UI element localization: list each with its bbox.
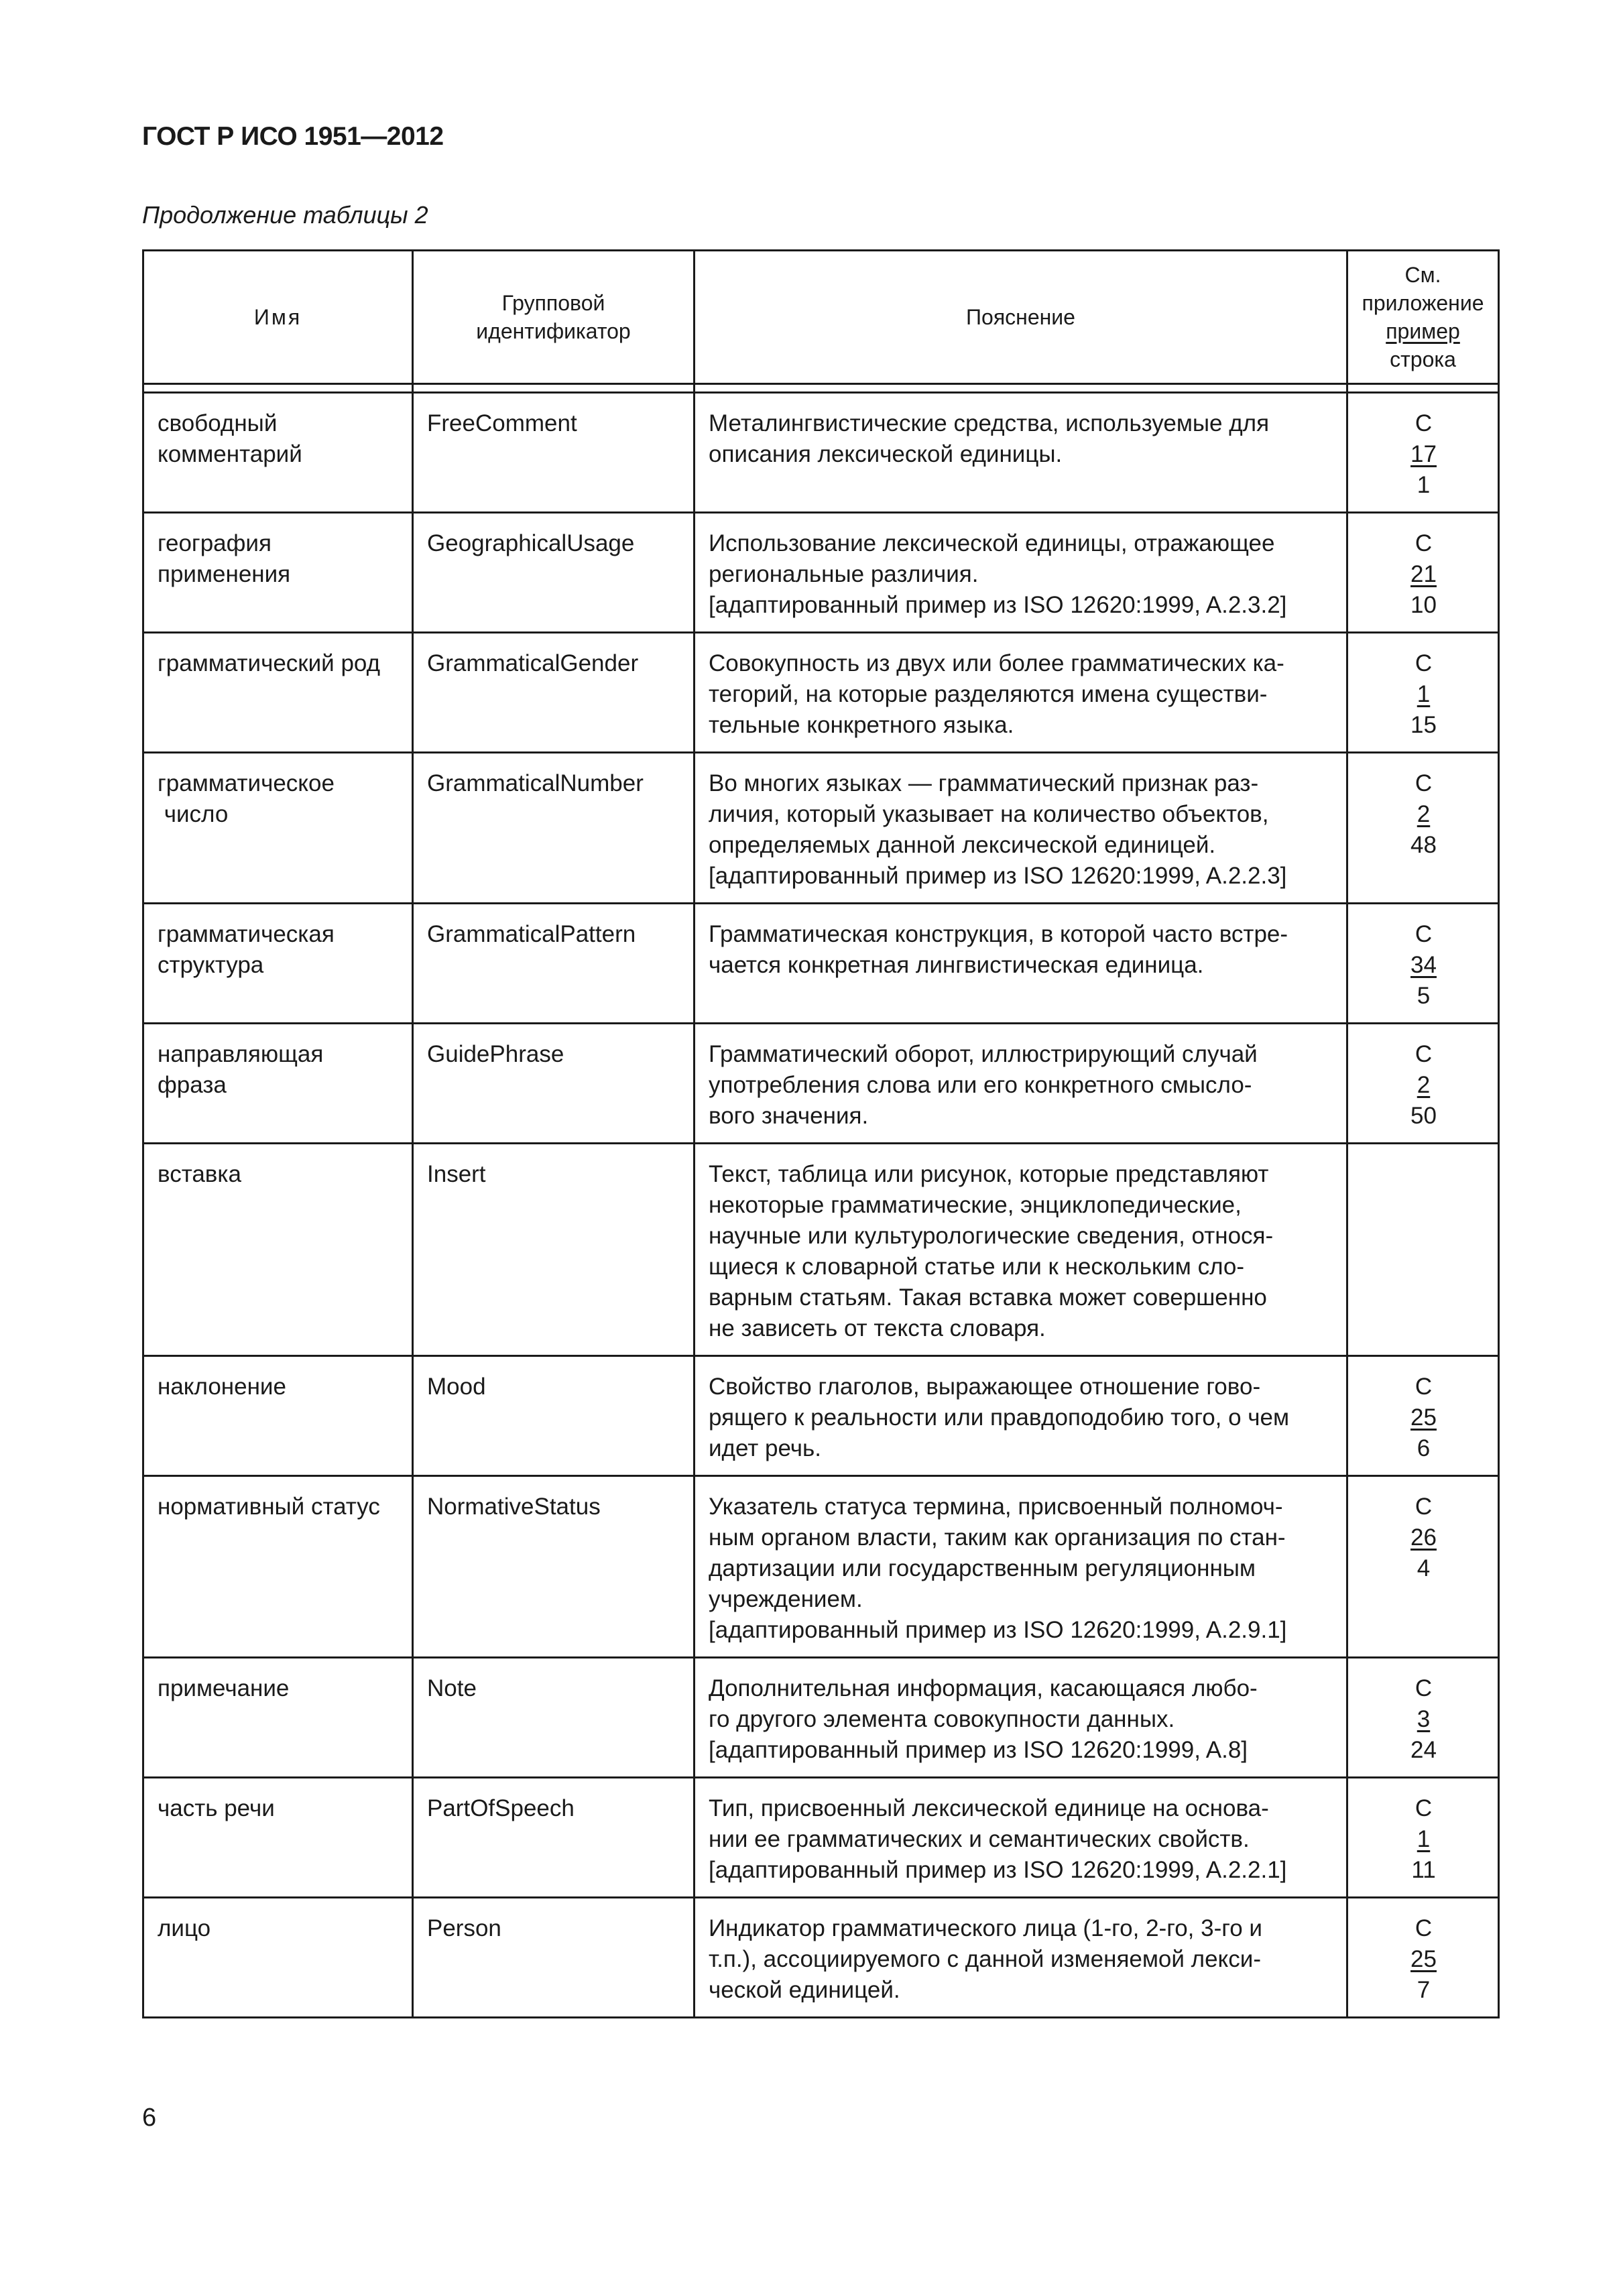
cell-explanation — [695, 1778, 1347, 1898]
name-line: структура — [158, 952, 264, 978]
name-line: число — [158, 801, 229, 827]
name-line: география — [158, 530, 272, 556]
ref-line-number: 5 — [1417, 983, 1431, 1009]
ref-appendix: C — [1415, 921, 1433, 947]
name-line: свободный — [158, 410, 278, 436]
cell-reference — [1347, 904, 1499, 1024]
explanation-line: идет речь. — [709, 1435, 821, 1461]
cell-reference — [1347, 1024, 1499, 1144]
document-title: ГОСТ Р ИСО 1951—2012 — [142, 122, 444, 151]
cell-reference — [1347, 393, 1499, 513]
table-row — [143, 513, 1499, 633]
cell-explanation — [695, 1476, 1347, 1658]
explanation-line: Дополнительная информация, касающаяся любо- — [709, 1675, 1258, 1701]
cell-name — [143, 1898, 413, 2018]
table-row — [143, 393, 1499, 513]
explanation-line: научные или культурологические сведения, относя- — [709, 1223, 1274, 1249]
name-line: вставка — [158, 1161, 241, 1187]
cell-explanation — [695, 1898, 1347, 2018]
ref-example-link[interactable]: 21 — [1410, 561, 1437, 587]
cell-explanation — [695, 393, 1347, 513]
cell-reference — [1347, 753, 1499, 904]
name-line: фраза — [158, 1072, 227, 1098]
header-line: Групповой — [501, 291, 605, 315]
ref-line-number: 10 — [1410, 592, 1437, 618]
cell-name — [143, 513, 413, 633]
ref-example — [1362, 1070, 1486, 1101]
ref-appendix: C — [1415, 1494, 1433, 1520]
ref-appendix: C — [1415, 410, 1433, 436]
header-line: приложение — [1362, 291, 1484, 315]
column-header-reference — [1347, 251, 1499, 384]
explanation-line: т.п.), ассоциируемого с данной изменяемой лекси- — [709, 1946, 1261, 1972]
table-row — [143, 1476, 1499, 1658]
ref-example — [1362, 1522, 1486, 1553]
cell-group-id: Person — [413, 1898, 695, 2018]
ref-line-number: 4 — [1417, 1555, 1431, 1581]
cell-name — [143, 1024, 413, 1144]
cell-group-id: GeographicalUsage — [413, 513, 695, 633]
explanation-line: употребления слова или его конкретного смысло- — [709, 1072, 1252, 1098]
cell-reference — [1347, 1144, 1499, 1356]
explanation-line: го другого элемента совокупности данных. — [709, 1706, 1175, 1732]
cell-reference — [1347, 1778, 1499, 1898]
cell-name — [143, 1476, 413, 1658]
explanation-line: [адаптированный пример из ISO 12620:1999, A.2.9.1] — [709, 1617, 1287, 1643]
cell-explanation — [695, 1356, 1347, 1476]
ref-appendix: C — [1415, 1041, 1433, 1067]
table-row — [143, 1778, 1499, 1898]
ref-example-link[interactable]: 25 — [1410, 1404, 1437, 1431]
explanation-line: тельные конкретного языка. — [709, 712, 1014, 738]
table-row — [143, 904, 1499, 1024]
cell-explanation — [695, 753, 1347, 904]
ref-line-number: 6 — [1417, 1435, 1431, 1461]
cell-explanation — [695, 904, 1347, 1024]
separator-cell — [695, 384, 1347, 393]
ref-example-link[interactable]: 1 — [1417, 681, 1431, 707]
name-line: направляющая — [158, 1041, 324, 1067]
header-line: идентификатор — [476, 319, 631, 343]
explanation-line: тегорий, на которые разделяются имена существи- — [709, 681, 1268, 707]
cell-name — [143, 753, 413, 904]
ref-example — [1362, 1402, 1486, 1433]
ref-line-number: 24 — [1410, 1737, 1437, 1763]
explanation-line: некоторые грамматические, энциклопедические, — [709, 1192, 1242, 1218]
column-header-explanation: Пояснение — [695, 251, 1347, 384]
cell-group-id: GuidePhrase — [413, 1024, 695, 1144]
explanation-line: чается конкретная лингвистическая единица. — [709, 952, 1204, 978]
cell-explanation — [695, 513, 1347, 633]
ref-appendix: C — [1415, 770, 1433, 796]
ref-example-link[interactable]: 25 — [1410, 1946, 1437, 1972]
separator-cell — [413, 384, 695, 393]
explanation-line: определяемых данной лексической единицей. — [709, 832, 1216, 858]
ref-example-link[interactable]: 2 — [1417, 1072, 1431, 1098]
table-row — [143, 633, 1499, 753]
explanation-line: дартизации или государственным регуляционным — [709, 1555, 1256, 1581]
explanation-line: [адаптированный пример из ISO 12620:1999, A.8] — [709, 1737, 1248, 1763]
explanation-line: варным статьям. Такая вставка может совершенно — [709, 1284, 1267, 1311]
page-number: 6 — [142, 2104, 157, 2132]
cell-reference — [1347, 1476, 1499, 1658]
table-row — [143, 753, 1499, 904]
name-line: нормативный статус — [158, 1494, 380, 1520]
ref-line-number: 15 — [1410, 712, 1437, 738]
name-line: применения — [158, 561, 291, 587]
cell-explanation — [695, 1024, 1347, 1144]
cell-group-id: FreeComment — [413, 393, 695, 513]
explanation-line: Свойство глаголов, выражающее отношение гово- — [709, 1374, 1261, 1400]
cell-name — [143, 904, 413, 1024]
explanation-line: Использование лексической единицы, отражающее — [709, 530, 1275, 556]
explanation-line: Текст, таблица или рисунок, которые представляют — [709, 1161, 1269, 1187]
ref-appendix: C — [1415, 650, 1433, 676]
cell-group-id: GrammaticalPattern — [413, 904, 695, 1024]
name-line: примечание — [158, 1675, 290, 1701]
explanation-line: Указатель статуса термина, присвоенный полномоч- — [709, 1494, 1283, 1520]
ref-appendix: C — [1415, 1915, 1433, 1941]
table-body — [143, 393, 1499, 2018]
terms-table — [142, 249, 1500, 2018]
cell-reference — [1347, 633, 1499, 753]
cell-name — [143, 1356, 413, 1476]
ref-example-link[interactable]: 34 — [1410, 952, 1437, 978]
ref-line-number: 1 — [1417, 472, 1431, 498]
ref-example — [1362, 950, 1486, 981]
ref-example — [1362, 559, 1486, 590]
header-separator — [143, 384, 1499, 393]
name-line: грамматическая — [158, 921, 335, 947]
cell-group-id: Note — [413, 1658, 695, 1778]
name-line: грамматическое — [158, 770, 335, 796]
cell-group-id: GrammaticalNumber — [413, 753, 695, 904]
explanation-line: ным органом власти, таким как организация по стан- — [709, 1524, 1286, 1551]
ref-example — [1362, 1824, 1486, 1855]
cell-name — [143, 393, 413, 513]
explanation-line: Индикатор грамматического лица (1-го, 2-го, 3-го и — [709, 1915, 1262, 1941]
cell-group-id: PartOfSpeech — [413, 1778, 695, 1898]
cell-group-id: GrammaticalGender — [413, 633, 695, 753]
table-row — [143, 1658, 1499, 1778]
explanation-line: Совокупность из двух или более грамматических ка- — [709, 650, 1284, 676]
cell-name — [143, 1144, 413, 1356]
explanation-line: [адаптированный пример из ISO 12620:1999, A.2.3.2] — [709, 592, 1287, 618]
name-line: комментарий — [158, 441, 302, 467]
cell-reference — [1347, 1898, 1499, 2018]
ref-line-number: 7 — [1417, 1977, 1431, 2003]
ref-example-link[interactable]: 2 — [1417, 801, 1431, 827]
explanation-line: ческой единицей. — [709, 1977, 900, 2003]
table-row — [143, 1024, 1499, 1144]
explanation-line: вого значения. — [709, 1103, 869, 1129]
explanation-line: нии ее грамматических и семантических свойств. — [709, 1826, 1250, 1852]
header-line: пример — [1386, 319, 1460, 343]
explanation-line: Тип, присвоенный лексической единице на основа- — [709, 1795, 1269, 1821]
explanation-line: не зависеть от текста словаря. — [709, 1315, 1046, 1341]
explanation-line: Грамматический оборот, иллюстрирующий случай — [709, 1041, 1258, 1067]
column-header-name: Имя — [143, 251, 413, 384]
table-row — [143, 1356, 1499, 1476]
ref-example — [1362, 439, 1486, 470]
ref-line-number: 50 — [1410, 1103, 1437, 1129]
name-line: часть речи — [158, 1795, 275, 1821]
explanation-line: личия, который указывает на количество объектов, — [709, 801, 1269, 827]
separator-cell — [1347, 384, 1499, 393]
ref-example — [1362, 1944, 1486, 1975]
header-line: См. — [1404, 263, 1441, 287]
ref-example-link[interactable]: 17 — [1410, 441, 1437, 467]
name-line: грамматический род — [158, 650, 381, 676]
explanation-line: Во многих языках — грамматический признак раз- — [709, 770, 1259, 796]
separator-cell — [143, 384, 413, 393]
explanation-line: учреждением. — [709, 1586, 863, 1612]
ref-line-number: 48 — [1410, 832, 1437, 858]
explanation-line: щиеся к словарной статье или к нескольким сло- — [709, 1254, 1245, 1280]
cell-reference — [1347, 1356, 1499, 1476]
ref-example — [1362, 1704, 1486, 1735]
ref-appendix: C — [1415, 530, 1433, 556]
explanation-line: [адаптированный пример из ISO 12620:1999, A.2.2.1] — [709, 1857, 1287, 1883]
cell-group-id: NormativeStatus — [413, 1476, 695, 1658]
ref-example — [1362, 799, 1486, 830]
ref-appendix: C — [1415, 1374, 1433, 1400]
cell-group-id: Insert — [413, 1144, 695, 1356]
cell-explanation — [695, 1658, 1347, 1778]
ref-example — [1362, 679, 1486, 710]
explanation-line: Грамматическая конструкция, в которой часто встре- — [709, 921, 1288, 947]
ref-line-number: 11 — [1411, 1857, 1436, 1883]
cell-name — [143, 633, 413, 753]
explanation-line: описания лексической единицы. — [709, 441, 1063, 467]
explanation-line: [адаптированный пример из ISO 12620:1999, A.2.2.3] — [709, 863, 1287, 889]
column-header-group-id — [413, 251, 695, 384]
cell-name — [143, 1658, 413, 1778]
ref-example-link[interactable]: 1 — [1417, 1826, 1431, 1852]
name-line: лицо — [158, 1915, 211, 1941]
explanation-line: Металингвистические средства, используемые для — [709, 410, 1270, 436]
ref-appendix: C — [1415, 1795, 1433, 1821]
explanation-line: региональные различия. — [709, 561, 979, 587]
table-row — [143, 1144, 1499, 1356]
table-header-row — [143, 251, 1499, 384]
cell-group-id: Mood — [413, 1356, 695, 1476]
ref-example-link[interactable]: 26 — [1410, 1524, 1437, 1551]
cell-reference — [1347, 513, 1499, 633]
ref-example-link[interactable]: 3 — [1417, 1706, 1431, 1732]
cell-reference — [1347, 1658, 1499, 1778]
header-line: строка — [1390, 347, 1456, 371]
cell-name — [143, 1778, 413, 1898]
cell-explanation — [695, 633, 1347, 753]
table-caption: Продолжение таблицы 2 — [142, 201, 428, 229]
ref-appendix: C — [1415, 1675, 1433, 1701]
explanation-line: рящего к реальности или правдоподобию того, о чем — [709, 1404, 1290, 1431]
name-line: наклонение — [158, 1374, 286, 1400]
table-row — [143, 1898, 1499, 2018]
cell-explanation — [695, 1144, 1347, 1356]
